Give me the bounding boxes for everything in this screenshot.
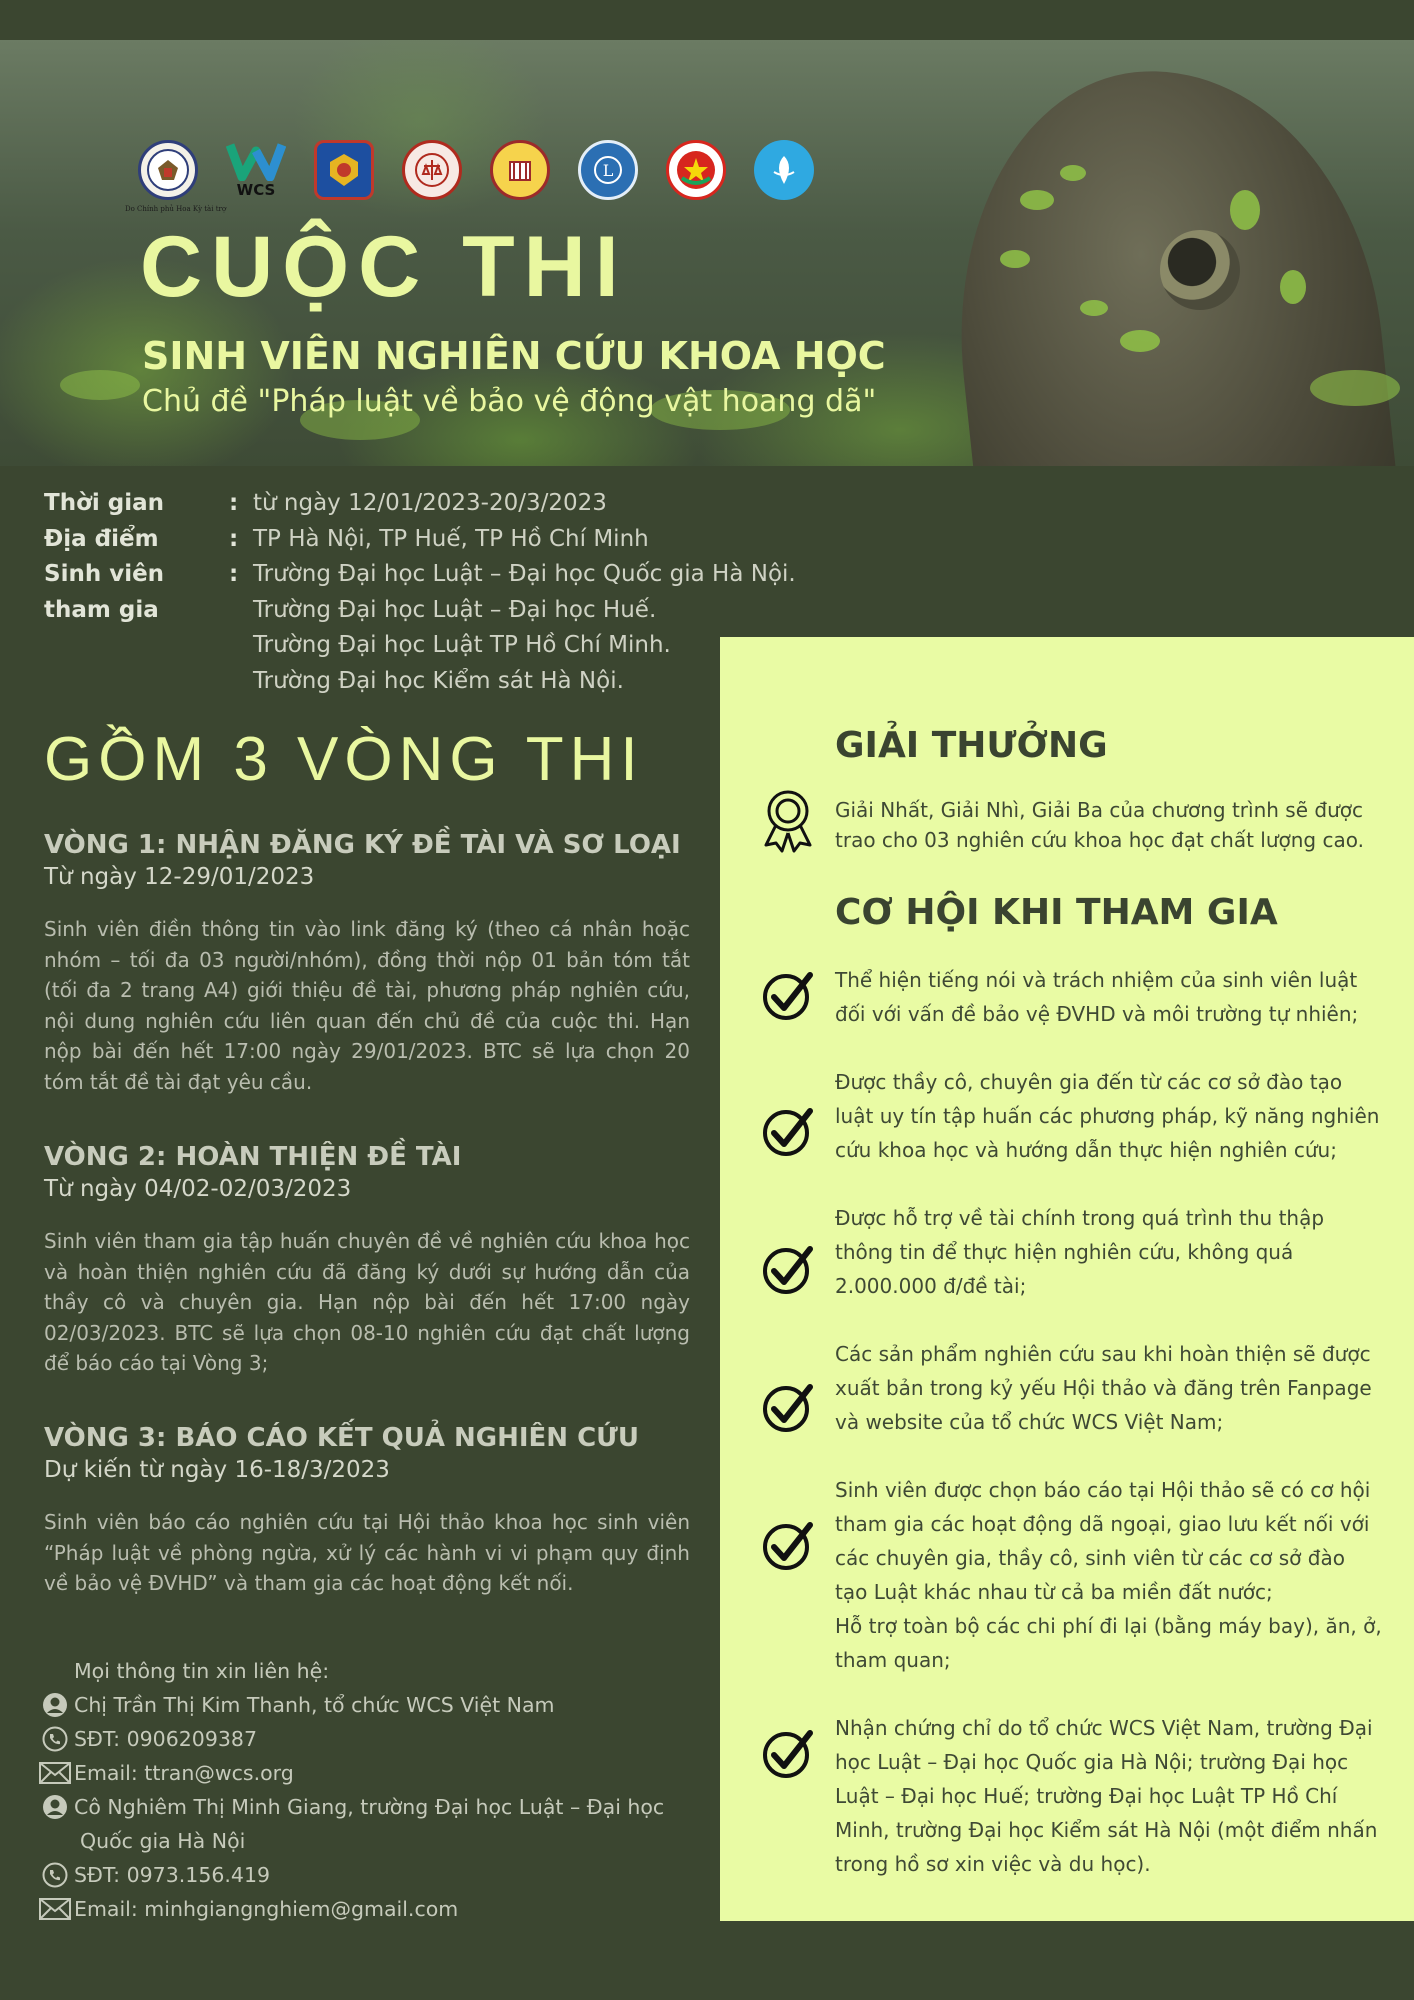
- contact-phone-2: SĐT: 0973.156.419: [36, 1858, 664, 1892]
- opportunity-title: CƠ HỘI KHI THAM GIA: [835, 892, 1278, 933]
- envelope-icon: [36, 1756, 74, 1790]
- hcmc-law-university-logo: [578, 140, 638, 200]
- duckweed: [1000, 250, 1030, 268]
- round-body: Sinh viên tham gia tập huấn chuyên đề về nghiên cứu khoa học và hoàn thiện nghiên cứu đã đăng ký dưới sự hướng dẫn của thầy cô và chuyên gia. Hạn nộp bài đến hết 17:00 ngày 02/03/2023. BTC sẽ lựa chọn 08-10 nghiên cứu đạt chất lượng để báo cáo tại Vòng 3;: [44, 1229, 690, 1375]
- opportunity-item: Các sản phẩm nghiên cứu sau khi hoàn thiện sẽ được xuất bản trong kỷ yếu Hội thảo và đăng trên Fanpage và website của tổ chức WCS Việt Nam;: [835, 1342, 1372, 1434]
- student-association-logo: [754, 140, 814, 200]
- checkmark-icon: [760, 1725, 816, 1781]
- contact-person-2: Cô Nghiêm Thị Minh Giang, trường Đại học Luật – Đại học: [36, 1790, 664, 1824]
- duckweed: [1230, 190, 1260, 230]
- round-2: [44, 1140, 690, 1379]
- benefits-panel: [720, 637, 1414, 1921]
- contest-theme: Chủ đề "Pháp luật về bảo vệ động vật hoang dã": [142, 384, 877, 419]
- us-embassy-seal: Do Chính phủ Hoa Kỳ tài trợ: [138, 140, 198, 200]
- checkmark-icon: [760, 1241, 816, 1297]
- opportunity-item: Được hỗ trợ về tài chính trong quá trình thu thập thông tin để thực hiện nghiên cứu, không quá 2.000.000 đ/đề tài;: [835, 1206, 1325, 1298]
- duckweed: [1060, 165, 1086, 181]
- hue-law-university-logo: [490, 140, 550, 200]
- opportunity-item: Hỗ trợ toàn bộ các chi phí đi lại (bằng máy bay), ăn, ở, tham quan;: [835, 1614, 1382, 1672]
- contact-email-1: Email: ttran@wcs.org: [36, 1756, 664, 1790]
- turtle-eye: [1160, 230, 1240, 310]
- prize-text: Giải Nhất, Giải Nhì, Giải Ba của chương trình sẽ được trao cho 03 nghiên cứu khoa học đạt chất lượng cao.: [835, 798, 1364, 852]
- rounds-title: GỒM 3 VÒNG THI: [44, 725, 644, 794]
- duckweed: [1280, 270, 1306, 304]
- round-heading: VÒNG 2: HOÀN THIỆN ĐỀ TÀI: [44, 1142, 462, 1172]
- contact-intro: Mọi thông tin xin liên hệ:: [74, 1659, 330, 1683]
- contact-phone-1: SĐT: 0906209387: [36, 1722, 664, 1756]
- info-time-row: Thời gian : từ ngày 12/01/2023-20/3/2023: [44, 490, 607, 516]
- sponsor-logos: [125, 140, 814, 213]
- hanoi-procuracy-university-logo: [402, 140, 462, 200]
- round-heading: VÒNG 1: NHẬN ĐĂNG KÝ ĐỀ TÀI VÀ SƠ LOẠI: [44, 830, 681, 860]
- round-heading: VÒNG 3: BÁO CÁO KẾT QUẢ NGHIÊN CỨU: [44, 1423, 640, 1453]
- contact-person-2-cont: Quốc gia Hà Nội: [80, 1829, 246, 1853]
- phone-icon: [36, 1858, 74, 1892]
- duckweed: [60, 370, 140, 400]
- opportunity-item: Được thầy cô, chuyên gia đến từ các cơ sở đào tạo luật uy tín tập huấn các phương pháp, kỹ năng nghiên cứu khoa học và hướng dẫn thực hiện nghiên cứu;: [835, 1070, 1380, 1162]
- checkmark-icon: [760, 1103, 816, 1159]
- duckweed: [1310, 370, 1400, 406]
- duckweed: [1020, 190, 1054, 210]
- round-date: Dự kiến từ ngày 16-18/3/2023: [44, 1457, 390, 1483]
- contest-subtitle: SINH VIÊN NGHIÊN CỨU KHOA HỌC: [142, 334, 886, 378]
- phone-icon: [36, 1722, 74, 1756]
- info-students-row-2: tham gia Trường Đại học Luật – Đại học Huế.: [44, 596, 657, 623]
- round-3: [44, 1421, 690, 1599]
- duckweed: [1080, 300, 1108, 316]
- youth-union-logo: [666, 140, 726, 200]
- info-school-row: Trường Đại học Luật TP Hồ Chí Minh.: [253, 632, 671, 658]
- award-ribbon-icon: [760, 787, 816, 843]
- bottom-bar: [0, 1921, 1414, 2000]
- person-icon: [36, 1688, 74, 1722]
- checkmark-icon: [760, 1517, 816, 1573]
- hero-banner: [0, 40, 1414, 466]
- info-place-row: Địa điểm : TP Hà Nội, TP Huế, TP Hồ Chí Minh: [44, 525, 649, 552]
- round-date: Từ ngày 12-29/01/2023: [44, 864, 315, 890]
- prize-title: GIẢI THƯỞNG: [835, 725, 1108, 766]
- svg-text:L: L: [602, 161, 614, 180]
- opportunity-item: Nhận chứng chỉ do tổ chức WCS Việt Nam, trường Đại học Luật – Đại học Quốc gia Hà Nội; trường Đại học Luật – Đại học Huế; trường Đại học Luật TP Hồ Chí Minh, trường Đại học Kiểm sát Hà Nội (một điểm nhấn trong hồ sơ xin việc và du học).: [835, 1716, 1378, 1876]
- round-body: Sinh viên điền thông tin vào link đăng ký (theo cá nhân hoặc nhóm – tối đa 03 người/nhóm), đồng thời nộp 01 bản tóm tắt (tối đa 2 trang A4) giới thiệu đề tài, phương pháp nghiên cứu, nội dung nghiên cứu liên quan đến chủ đề của cuộc thi. Hạn nộp bài đến hết 17:00 ngày 29/01/2023. BTC sẽ lựa chọn 20 tóm tắt đề tài đạt yêu cầu.: [44, 917, 690, 1094]
- round-body: Sinh viên báo cáo nghiên cứu tại Hội thảo khoa học sinh viên “Pháp luật về phòng ngừa, xử lý các hành vi vi phạm quy định về bảo vệ ĐVHD” và tham gia các hoạt động kết nối.: [44, 1510, 690, 1595]
- checkmark-icon: [760, 1379, 816, 1435]
- opportunity-item: Thể hiện tiếng nói và trách nhiệm của sinh viên luật đối với vấn đề bảo vệ ĐVHD và môi trường tự nhiên;: [835, 968, 1359, 1026]
- wcs-logo: WCS: [226, 140, 286, 200]
- opportunity-item: Sinh viên được chọn báo cáo tại Hội thảo sẽ có cơ hội tham gia các hoạt động dã ngoại, giao lưu kết nối với các chuyên gia, thầy cô, sinh viên từ các cơ sở đào tạo Luật khác nhau từ cả ba miền đất nước;: [835, 1478, 1371, 1604]
- info-students-row: Sinh viên : Trường Đại học Luật – Đại học Quốc gia Hà Nội.: [44, 561, 796, 587]
- contest-info: [44, 486, 796, 699]
- duckweed: [1120, 330, 1160, 352]
- round-date: Từ ngày 04/02-02/03/2023: [44, 1176, 352, 1202]
- contact-person-1: Chị Trần Thị Kim Thanh, tổ chức WCS Việt Nam: [36, 1688, 664, 1722]
- top-bar: [0, 0, 1414, 40]
- contest-title: CUỘC THI: [140, 219, 628, 315]
- round-1: [44, 828, 690, 1097]
- contact-email-2: Email: minhgiangnghiem@gmail.com: [36, 1892, 664, 1926]
- info-school-row: Trường Đại học Kiểm sát Hà Nội.: [253, 667, 624, 694]
- hanoi-law-university-logo: [314, 140, 374, 200]
- contact-section: [36, 1654, 664, 1926]
- checkmark-icon: [760, 967, 816, 1023]
- person-icon: [36, 1790, 74, 1824]
